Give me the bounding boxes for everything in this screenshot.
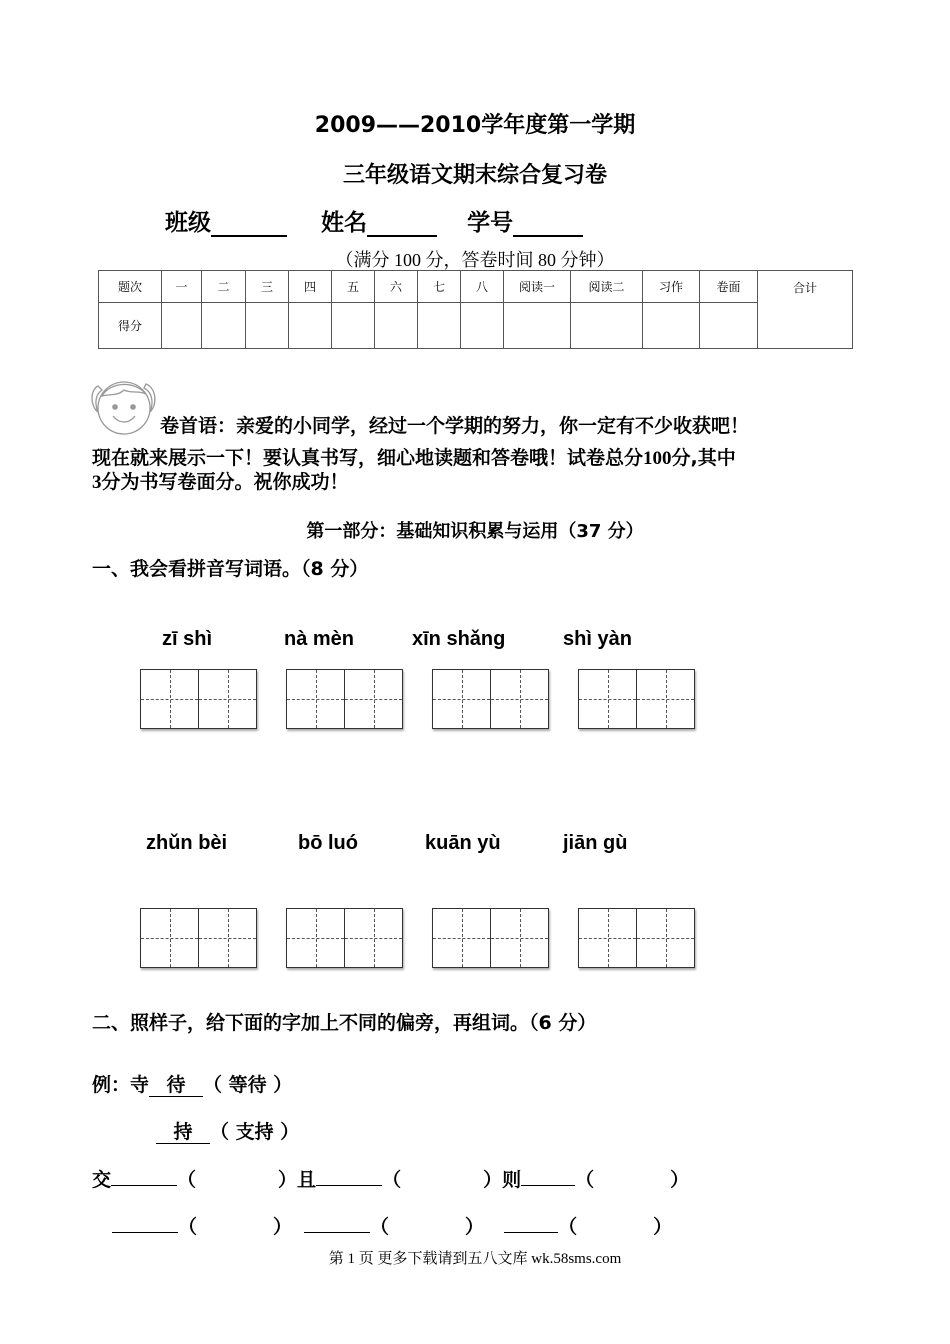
answer-blank[interactable]	[111, 1164, 177, 1186]
paren-open: （	[575, 1169, 595, 1191]
answer-blank[interactable]	[112, 1211, 178, 1233]
score-cell[interactable]	[571, 303, 643, 349]
paren-close: ）	[653, 1216, 673, 1238]
paren-open: （	[178, 1216, 198, 1238]
intro-line-3	[92, 468, 349, 497]
score-col-3: 三	[246, 271, 289, 303]
score-cell[interactable]	[246, 303, 289, 349]
char-jiao: 交	[92, 1169, 112, 1191]
class-label: 班级	[165, 210, 211, 236]
paren-open: （	[177, 1169, 197, 1191]
paren-close: ）	[278, 1169, 298, 1191]
number-blank[interactable]	[513, 211, 583, 237]
score-col-2: 二	[202, 271, 246, 303]
number-label: 学号	[467, 210, 514, 236]
question1-title: 一、我会看拼音写词语。（8 分）	[92, 558, 369, 580]
name-label: 姓名	[321, 210, 368, 236]
example-word-1: （ 等待 ）	[203, 1074, 293, 1096]
score-cell[interactable]	[461, 303, 504, 349]
pinyin-zhunbei: zhǔn bèi	[146, 832, 228, 854]
example-label: 例：寺	[92, 1074, 150, 1096]
paren-open: （	[370, 1216, 390, 1238]
part1-title: 第一部分：基础知识积累与运用（37 分）	[306, 521, 644, 542]
writing-grid[interactable]	[286, 669, 403, 729]
student-info-row	[165, 204, 583, 237]
pinyin-zishi: zī shì	[162, 628, 213, 650]
score-cell[interactable]	[643, 303, 700, 349]
intro-neatness-score: 3	[92, 472, 102, 493]
score-table-row1-label: 题次	[99, 271, 162, 303]
writing-grid[interactable]	[432, 908, 549, 968]
answer-row-2	[112, 1211, 672, 1239]
exam-title-subject: 三年级语文期末综合复习卷	[342, 163, 607, 188]
pinyin-xinshang: xīn shǎng	[412, 628, 506, 650]
score-col-8: 八	[461, 271, 504, 303]
girl-face-icon	[88, 372, 160, 438]
pinyin-kuanyu: kuān yù	[425, 832, 501, 854]
answer-blank[interactable]	[521, 1164, 575, 1186]
score-cell[interactable]	[289, 303, 332, 349]
intro-line-1: 卷首语：亲爱的小同学，经过一个学期的努力，你一定有不少收获吧！	[160, 415, 750, 437]
score-col-reading1: 阅读一	[504, 271, 571, 303]
score-col-1: 一	[162, 271, 202, 303]
score-table-row2-label: 得分	[99, 303, 162, 349]
paren-open: （	[558, 1216, 578, 1238]
score-cell[interactable]	[418, 303, 461, 349]
char-ze: 则	[502, 1169, 522, 1191]
paren-close: ）	[670, 1169, 690, 1191]
example-row-1	[92, 1070, 292, 1097]
score-col-reading2: 阅读二	[571, 271, 643, 303]
name-blank[interactable]	[367, 211, 437, 237]
intro-line-3-text: 分为书写卷面分。祝你成功！	[101, 471, 349, 493]
score-col-7: 七	[418, 271, 461, 303]
paren-open: （	[382, 1169, 402, 1191]
example-char-2: 持	[156, 1121, 210, 1144]
pinyin-shiyan: shì yàn	[563, 628, 632, 650]
score-cell[interactable]	[700, 303, 758, 349]
pinyin-boluo: bō luó	[298, 832, 358, 854]
score-table	[98, 270, 853, 349]
score-col-4: 四	[289, 271, 332, 303]
score-col-writing: 习作	[643, 271, 700, 303]
score-cell[interactable]	[162, 303, 202, 349]
pinyin-namen: nà mèn	[284, 628, 355, 650]
answer-blank[interactable]	[304, 1211, 370, 1233]
score-cell[interactable]	[375, 303, 418, 349]
score-col-neatness: 卷面	[700, 271, 758, 303]
paren-close: ）	[465, 1216, 485, 1238]
answer-blank[interactable]	[504, 1211, 558, 1233]
paren-close: ）	[273, 1216, 293, 1238]
intro-line-2-tail: 分,其中	[671, 447, 736, 469]
score-col-total: 合计	[758, 271, 853, 349]
question2-title: 二、照样子，给下面的字加上不同的偏旁，再组词。（6 分）	[92, 1012, 597, 1034]
paren-close: ）	[483, 1169, 503, 1191]
score-col-6: 六	[375, 271, 418, 303]
intro-total-score: 100	[643, 448, 672, 469]
writing-grid[interactable]	[140, 669, 257, 729]
writing-grid[interactable]	[578, 908, 695, 968]
example-char-1: 待	[149, 1074, 203, 1097]
writing-grid[interactable]	[578, 669, 695, 729]
example-row-2	[156, 1117, 299, 1144]
score-cell[interactable]	[332, 303, 375, 349]
char-qie: 且	[297, 1169, 317, 1191]
writing-grid[interactable]	[432, 669, 549, 729]
pinyin-jiangu: jiān gù	[563, 832, 628, 854]
writing-grid[interactable]	[286, 908, 403, 968]
example-word-2: （ 支持 ）	[210, 1121, 300, 1143]
answer-blank[interactable]	[316, 1164, 382, 1186]
score-cell[interactable]	[504, 303, 571, 349]
writing-grid[interactable]	[140, 908, 257, 968]
score-cell[interactable]	[202, 303, 246, 349]
exam-title-year: 2009——2010学年度第一学期	[314, 113, 636, 138]
exam-subtitle: （满分 100 分，答卷时间 80 分钟）	[335, 250, 615, 270]
class-blank[interactable]	[211, 211, 287, 237]
page-footer: 第 1 页 更多下载请到五八文库 wk.58sms.com	[328, 1251, 622, 1267]
intro-line-2-text: 现在就来展示一下！要认真书写，细心地读题和答卷哦！试卷总分	[92, 447, 644, 469]
score-col-5: 五	[332, 271, 375, 303]
answer-row-1	[92, 1164, 689, 1192]
